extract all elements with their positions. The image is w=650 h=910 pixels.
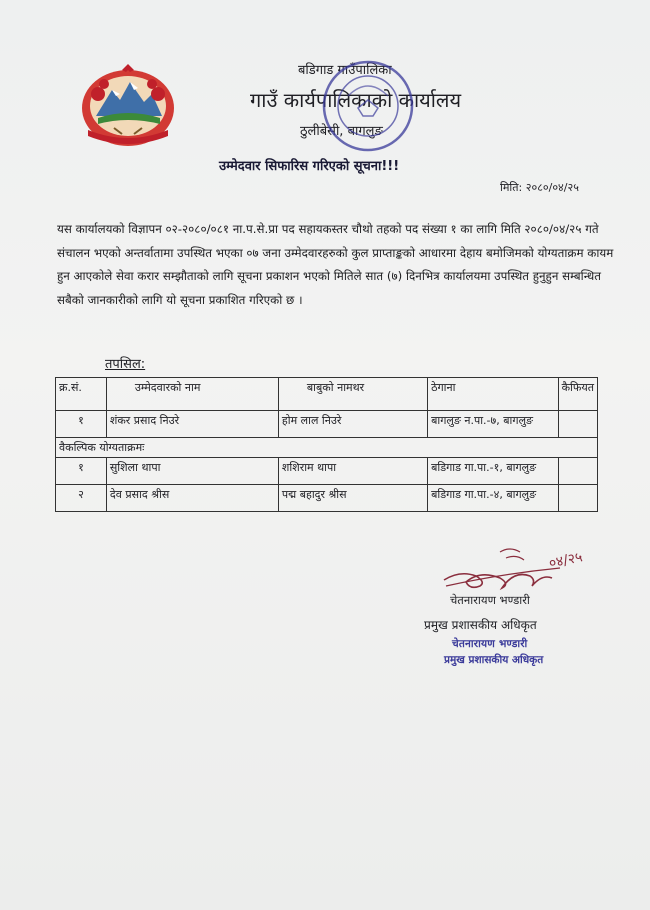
- notice-title: उम्मेदवार सिफारिस गरिएको सूचना!!!: [219, 159, 400, 174]
- candidate-table: [55, 377, 598, 512]
- office-name: गाउँ कार्यपालिकाको कार्यालय: [250, 88, 462, 112]
- signer-name: चेतनारायण भण्डारी: [450, 593, 530, 607]
- table-row: [56, 458, 598, 485]
- municipality-name: बडिगाड गाउँपालिका: [298, 63, 392, 78]
- office-location: ठुलीबेसी, बागलुङ: [300, 124, 383, 139]
- signer-title: प्रमुख प्रशासकीय अधिकृत: [424, 618, 537, 632]
- cell-remarks: [558, 458, 597, 485]
- office-stamp-icon: [318, 56, 418, 156]
- signature-date: ०४/२५: [547, 549, 584, 572]
- header-sn: क्र.सं.: [56, 378, 107, 411]
- signature-icon: [440, 540, 600, 600]
- header-remarks: कैफियत: [558, 378, 597, 411]
- notice-body: यस कार्यालयको विज्ञापन ०२-२०८०/०८१ ना.प.से.प्रा पद सहायकस्तर चौथो तहको पद संख्या १ का लागि मिति २०८०/०४/२५ गते संचालन भएको अन्तर्वातामा उपस्थित भएका ०७ जना उम्मेदवारहरुको कुल प्राप्ताङ्कको आधारमा देहाय बमोजिमको योग्यताक्रम कायम हुन आएकोले सेवा करार सम्झौताको लागि सूचना प्रकाशन भएको मितिले सात (७) दिनभित्र कार्यालयमा उपस्थित हुनुहुन सम्बन्धित सबैको जानकारीको लागि यो सूचना प्रकाशित गरिएको छ ।: [57, 222, 614, 307]
- details-label: तपसिल:: [105, 357, 146, 372]
- stamp-name: चेतनारायण भण्डारी: [452, 638, 528, 650]
- cell-remarks: [558, 485, 597, 512]
- cell-address: बडिगाड गा.पा.-४, बागलुङ: [428, 485, 558, 512]
- cell-father: शशिराम थापा: [278, 458, 427, 485]
- stamp-title: प्रमुख प्रशासकीय अधिकृत: [444, 654, 544, 666]
- nepal-emblem-icon: [74, 60, 182, 150]
- cell-remarks: [558, 411, 597, 438]
- header-name: उम्मेदवारको नाम: [106, 378, 278, 411]
- cell-name: शंकर प्रसाद निउरे: [106, 411, 278, 438]
- cell-name: सुशिला थापा: [106, 458, 278, 485]
- notice-date: मिति: २०८०/०४/२५: [500, 181, 579, 194]
- table-row: [56, 411, 598, 438]
- table-row: [56, 485, 598, 512]
- header-address: ठेगाना: [428, 378, 558, 411]
- alternate-ranking-row: [56, 438, 598, 458]
- cell-address: बागलुङ न.पा.-७, बागलुङ: [428, 411, 558, 438]
- cell-sn: १: [56, 411, 107, 438]
- cell-address: बडिगाड गा.पा.-१, बागलुङ: [428, 458, 558, 485]
- alternate-ranking-label: वैकल्पिक योग्यताक्रमः: [56, 438, 598, 458]
- cell-sn: १: [56, 458, 107, 485]
- cell-father: होम लाल निउरे: [278, 411, 427, 438]
- header-father: बाबुको नामथर: [278, 378, 427, 411]
- table-header-row: [56, 378, 598, 411]
- cell-name: देव प्रसाद श्रीस: [106, 485, 278, 512]
- cell-sn: २: [56, 485, 107, 512]
- cell-father: पद्म बहादुर श्रीस: [278, 485, 427, 512]
